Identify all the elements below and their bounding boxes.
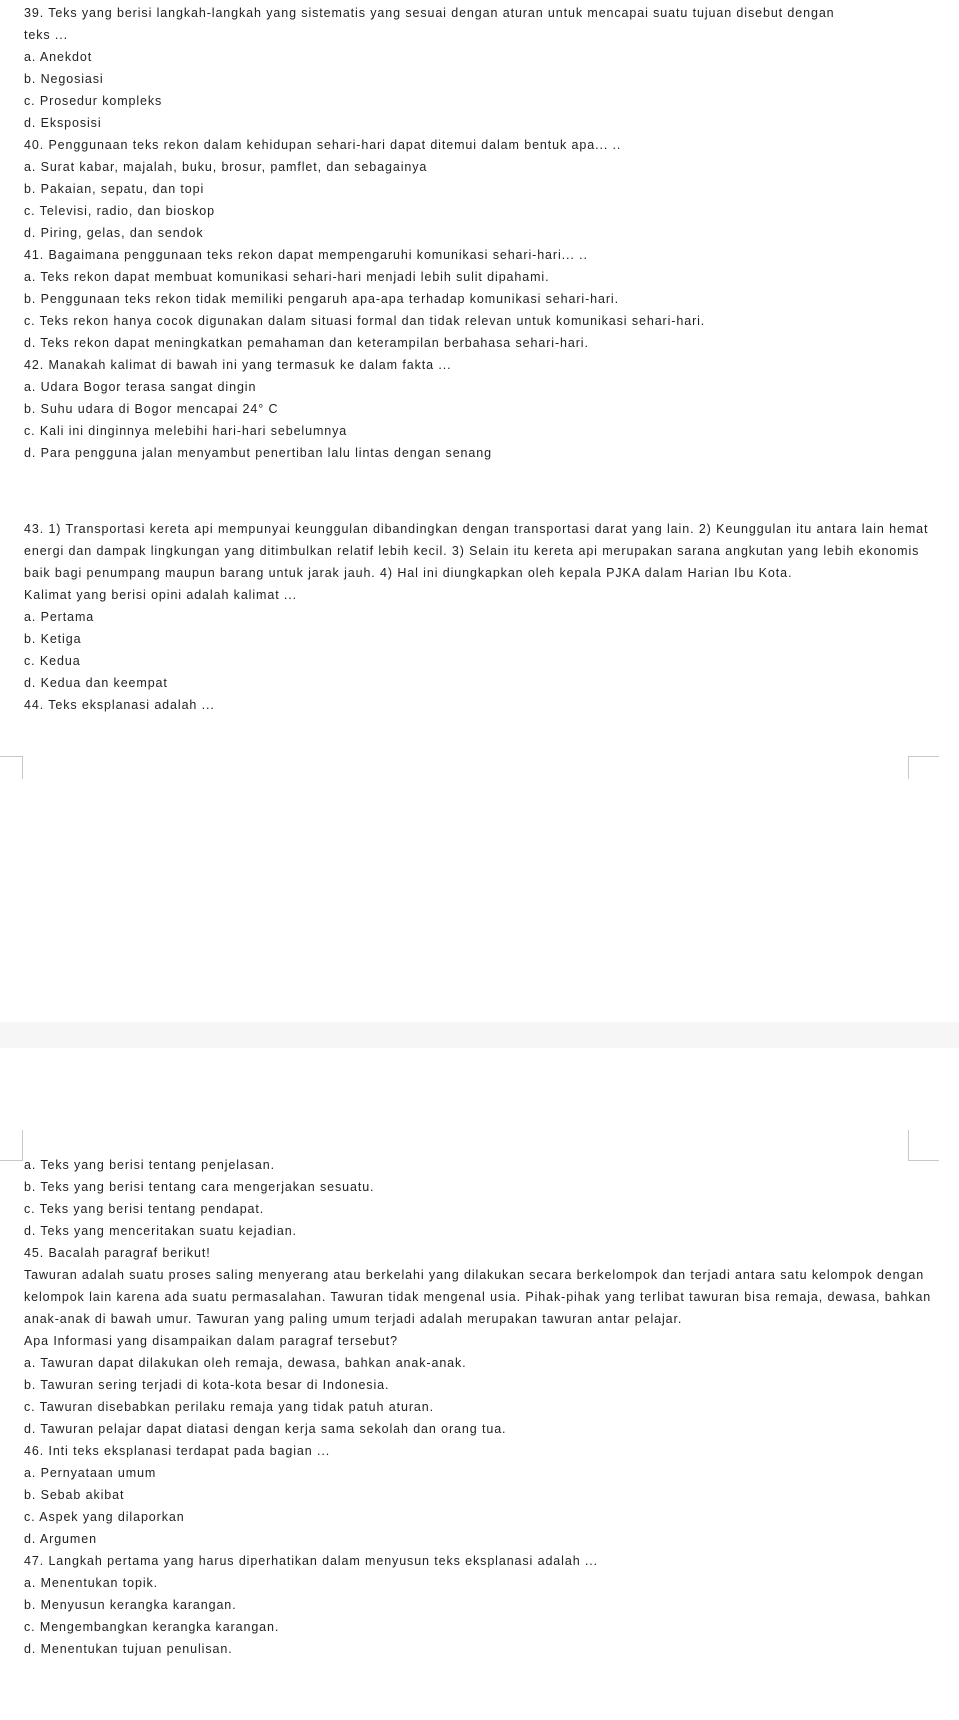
q43-option-b: b. Ketiga [24, 632, 82, 646]
crop-corner-top-right [908, 756, 939, 779]
q40-option-b: b. Pakaian, sepatu, dan topi [24, 182, 205, 196]
q39-option-c: c. Prosedur kompleks [24, 94, 163, 108]
q45-option-d: d. Tawuran pelajar dapat diatasi dengan kerja sama sekolah dan orang tua. [24, 1422, 507, 1436]
q46-question: 46. Inti teks eksplanasi terdapat pada bagian ... [24, 1444, 331, 1458]
q45-option-c: c. Tawuran disebabkan perilaku remaja yang tidak patuh aturan. [24, 1400, 434, 1414]
q46-option-c: c. Aspek yang dilaporkan [24, 1510, 185, 1524]
q39-question-cont: teks ... [24, 28, 69, 42]
q47-option-b: b. Menyusun kerangka karangan. [24, 1598, 237, 1612]
q41-question: 41. Bagaimana penggunaan teks rekon dapat mempengaruhi komunikasi sehari-hari... .. [24, 248, 588, 262]
q40-question: 40. Penggunaan teks rekon dalam kehidupan sehari-hari dapat ditemui dalam bentuk apa... .. [24, 138, 622, 152]
questions-bottom [0, 1154, 959, 1660]
questions-top [0, 2, 959, 464]
q47-question: 47. Langkah pertama yang harus diperhatikan dalam menyusun teks eksplanasi adalah ... [24, 1554, 599, 1568]
q39-option-b: b. Negosiasi [24, 72, 104, 86]
q39-question: 39. Teks yang berisi langkah-langkah yang sistematis yang sesuai dengan aturan untuk mencapai suatu tujuan disebut dengan [24, 6, 835, 20]
q44-option-b: b. Teks yang berisi tentang cara mengerjakan sesuatu. [24, 1180, 375, 1194]
q42-option-b: b. Suhu udara di Bogor mencapai 24° C [24, 402, 279, 416]
q40-option-c: c. Televisi, radio, dan bioskop [24, 204, 215, 218]
q45-option-b: b. Tawuran sering terjadi di kota-kota besar di Indonesia. [24, 1378, 390, 1392]
crop-corner-top-left [0, 756, 23, 779]
q46-option-d: d. Argumen [24, 1532, 97, 1546]
divider-band [0, 1022, 959, 1048]
q42-question: 42. Manakah kalimat di bawah ini yang termasuk ke dalam fakta ... [24, 358, 452, 372]
q47-option-a: a. Menentukan topik. [24, 1576, 159, 1590]
q39-option-d: d. Eksposisi [24, 116, 102, 130]
q45-prompt: Apa Informasi yang disampaikan dalam paragraf tersebut? [24, 1334, 398, 1348]
q46-option-a: a. Pernyataan umum [24, 1466, 157, 1480]
q42-option-c: c. Kali ini dinginnya melebihi hari-hari sebelumnya [24, 424, 348, 438]
q42-option-a: a. Udara Bogor terasa sangat dingin [24, 380, 257, 394]
q43-passage: 43. 1) Transportasi kereta api mempunyai keunggulan dibandingkan dengan transportasi darat yang lain. 2) Keunggulan itu antara lain hemat energi dan dampak lingkungan yang ditimbulkan relatif lebih kecil. 3) Selain itu kereta api merupakan sarana angkutan yang lebih ekonomis baik bagi penumpang maupun barang untuk jarak jauh. 4) Hal ini diungkapkan oleh kepala PJKA dalam Harian Ibu Kota. [24, 522, 929, 580]
q43-option-d: d. Kedua dan keempat [24, 676, 168, 690]
q44-option-a: a. Teks yang berisi tentang penjelasan. [24, 1158, 275, 1172]
q39-option-a: a. Anekdot [24, 50, 93, 64]
q45-option-a: a. Tawuran dapat dilakukan oleh remaja, dewasa, bahkan anak-anak. [24, 1356, 467, 1370]
q46-option-b: b. Sebab akibat [24, 1488, 125, 1502]
q45-question: 45. Bacalah paragraf berikut! [24, 1246, 211, 1260]
q42-option-d: d. Para pengguna jalan menyambut penertiban lalu lintas dengan senang [24, 446, 492, 460]
q43-block [0, 518, 959, 716]
q40-option-a: a. Surat kabar, majalah, buku, brosur, pamflet, dan sebagainya [24, 160, 428, 174]
q43-option-c: c. Kedua [24, 654, 81, 668]
q47-option-c: c. Mengembangkan kerangka karangan. [24, 1620, 280, 1634]
q40-option-d: d. Piring, gelas, dan sendok [24, 226, 204, 240]
q41-option-c: c. Teks rekon hanya cocok digunakan dalam situasi formal dan tidak relevan untuk komunikasi sehari-hari. [24, 314, 706, 328]
q41-option-a: a. Teks rekon dapat membuat komunikasi sehari-hari menjadi lebih sulit dipahami. [24, 270, 550, 284]
q43-option-a: a. Pertama [24, 610, 95, 624]
q45-passage: Tawuran adalah suatu proses saling menyerang atau berkelahi yang dilakukan secara berkelompok dan terjadi antara satu kelompok dengan kelompok lain karena ada suatu permasalahan. Tawuran tidak mengenal usia. Pihak-pihak yang terlibat tawuran bisa remaja, dewasa, bahkan anak-anak di bawah umur. Tawuran yang paling umum terjadi adalah merupakan tawuran antar pelajar. [24, 1268, 932, 1326]
q41-option-b: b. Penggunaan teks rekon tidak memiliki pengaruh apa-apa terhadap komunikasi sehari-hari. [24, 292, 619, 306]
q47-option-d: d. Menentukan tujuan penulisan. [24, 1642, 233, 1656]
q44-question: 44. Teks eksplanasi adalah ... [24, 698, 215, 712]
q43-question: Kalimat yang berisi opini adalah kalimat ... [24, 588, 298, 602]
q44-option-d: d. Teks yang menceritakan suatu kejadian. [24, 1224, 297, 1238]
q44-option-c: c. Teks yang berisi tentang pendapat. [24, 1202, 265, 1216]
q41-option-d: d. Teks rekon dapat meningkatkan pemahaman dan keterampilan berbahasa sehari-hari. [24, 336, 589, 350]
